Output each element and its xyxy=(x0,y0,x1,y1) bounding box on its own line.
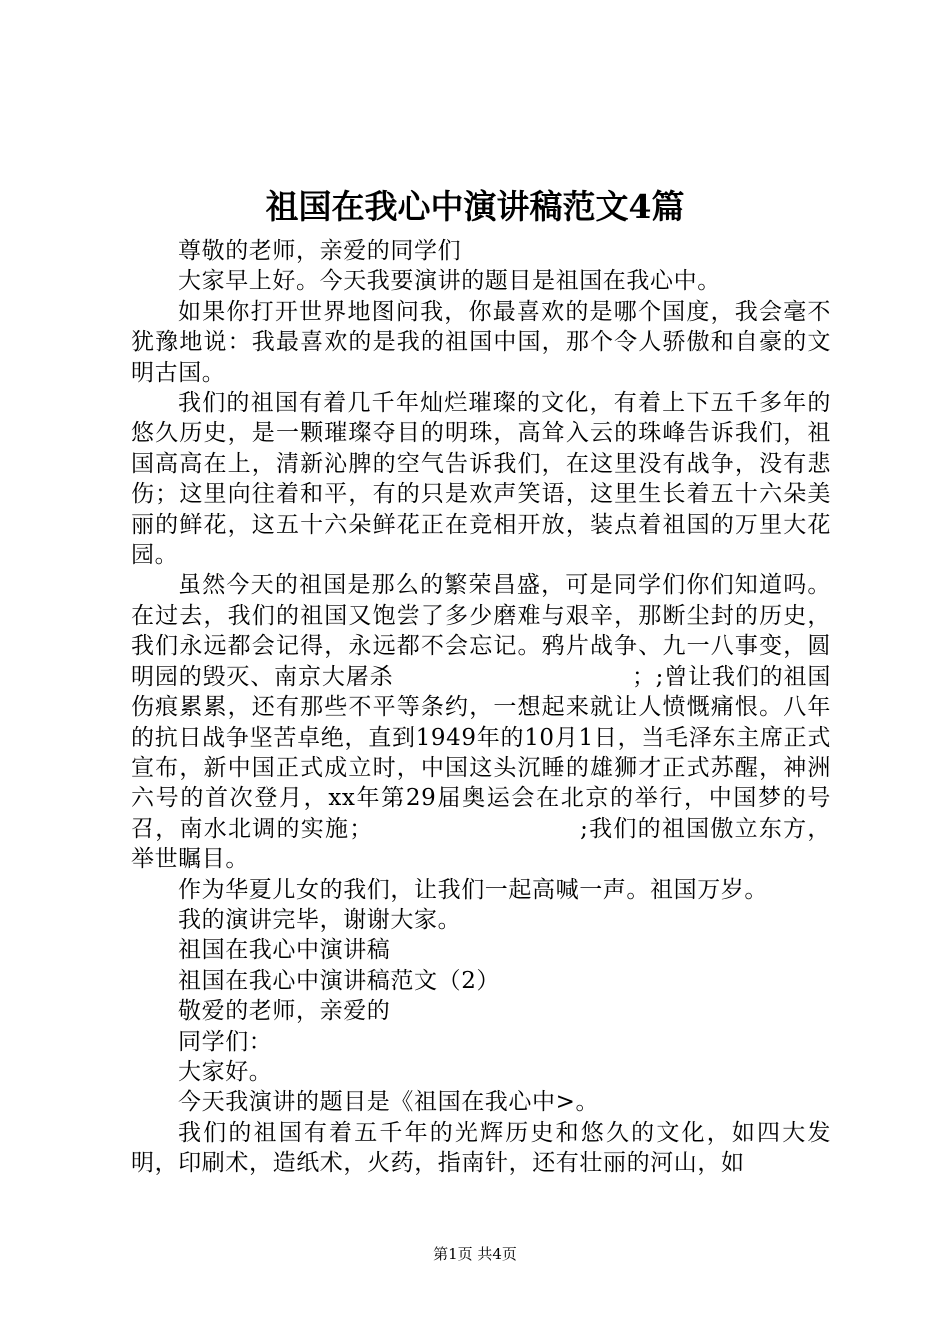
salutation: 尊敬的老师，亲爱的同学们 xyxy=(178,238,462,264)
section-heading: 祖国在我心中演讲稿范文（2） xyxy=(178,967,501,994)
salutation: 同学们： xyxy=(178,1028,273,1055)
paragraph: 今天我演讲的题目是《祖国在我心中>。 xyxy=(178,1089,600,1116)
greeting: 大家好。 xyxy=(178,1058,273,1085)
paragraph: 虽然今天的祖国是那么的繁荣昌盛，可是同学们你们知道吗。在过去，我们的祖国又饱尝了多少磨难与艰辛，那断尘封的历史，我们永远都会记得，永远都不会忘记。鸦片战争、九一八事变，圆明园的毁灭、南京大屠杀 ；;曾让我们的祖国伤痕累累，还有那些不平等条约，一想起来就让人愤慨痛恨。八年的抗日战争坚苦卓绝，直到1949年的10月1日，当毛泽东主席正式宣布，新中国正式成立时，中国这头沉睡的雄狮才正式苏醒，神洲六号的首次登月，xx年第29届奥运会在北京的举行，中国梦的号召，南水北调的实施； ;我们的祖国傲立东方，举世瞩目。 xyxy=(131,572,831,873)
document-title: 祖国在我心中演讲稿范文4篇 xyxy=(265,187,685,226)
closing: 我的演讲完毕，谢谢大家。 xyxy=(178,906,462,933)
document-body xyxy=(131,236,831,1179)
section-heading: 祖国在我心中演讲稿 xyxy=(178,937,391,964)
salutation: 敬爱的老师，亲爱的 xyxy=(178,998,391,1025)
paragraph: 如果你打开世界地图问我，你最喜欢的是哪个国度，我会毫不犹豫地说：我最喜欢的是我的祖国中国，那个令人骄傲和自豪的文明古国。 xyxy=(131,298,831,386)
paragraph: 我们的祖国有着五千年的光辉历史和悠久的文化，如四大发明，印刷术，造纸术，火药，指南针，还有壮丽的河山，如 xyxy=(131,1119,831,1177)
greeting: 大家早上好。今天我要演讲的题目是祖国在我心中。 xyxy=(178,268,721,295)
paragraph: 我们的祖国有着几千年灿烂璀璨的文化，有着上下五千多年的悠久历史，是一颗璀璨夺目的明珠，高耸入云的珠峰告诉我们，祖国高高在上，清新沁脾的空气告诉我们，在这里没有战争，没有悲伤；这里向往着和平，有的只是欢声笑语，这里生长着五十六朵美丽的鲜花，这五十六朵鲜花正在竞相开放，装点着祖国的万里大花园。 xyxy=(131,390,831,569)
page-footer: 第1页 共4页 xyxy=(433,1245,517,1263)
paragraph: 作为华夏儿女的我们，让我们一起高喊一声。祖国万岁。 xyxy=(178,876,768,903)
